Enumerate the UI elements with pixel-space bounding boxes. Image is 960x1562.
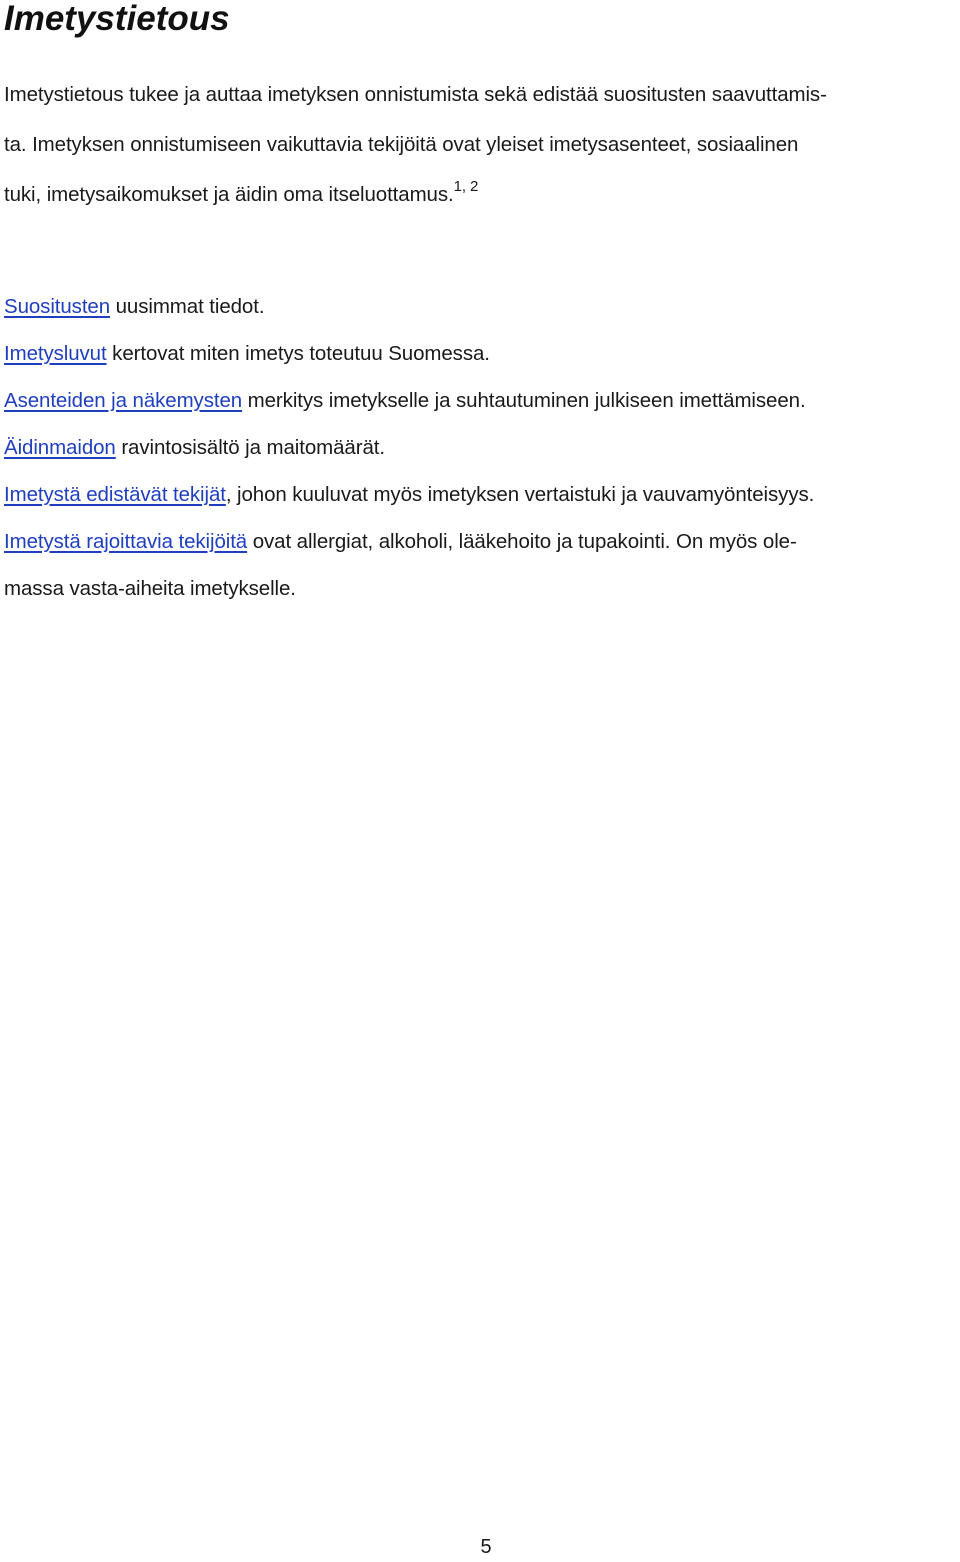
list-item-aidinmaito — [4, 424, 954, 471]
list-item-text: merkitys imetykselle ja suhtautuminen julkiseen imettämiseen. — [242, 389, 806, 412]
intro-line-2: ta. Imetyksen onnistumiseen vaikuttavia tekijöitä ovat yleiset imetysasenteet, sosiaalinen — [4, 133, 799, 156]
list-item-text: ovat allergiat, alkoholi, lääkehoito ja tupakointi. On myös ole- — [247, 530, 797, 553]
list-item-edistavat-tekijat — [4, 471, 954, 518]
page-title: Imetystietous — [4, 0, 230, 38]
topic-link-list — [4, 283, 954, 612]
link-aidinmaidon[interactable]: Äidinmaidon — [4, 436, 116, 459]
intro-line-3 — [4, 170, 944, 220]
list-item-continuation: massa vasta-aiheita imetykselle. — [4, 577, 296, 600]
intro-paragraph — [4, 70, 944, 220]
list-item-text: uusimmat tiedot. — [110, 295, 265, 318]
link-suositusten[interactable]: Suositusten — [4, 295, 111, 318]
list-item-suositukset — [4, 283, 954, 330]
list-item-asenteet — [4, 377, 954, 424]
intro-line-1: Imetystietous tukee ja auttaa imetyksen onnistumista sekä edistää suositusten saavuttamis- — [4, 83, 827, 106]
list-item-rajoittavat-tekijat — [4, 518, 954, 612]
footnote-refs: 1, 2 — [453, 178, 479, 196]
intro-line-3-text: tuki, imetysaikomukset ja äidin oma itseluottamus. — [4, 183, 454, 206]
list-item-text: ravintosisältö ja maitomäärät. — [115, 436, 385, 459]
link-imetysta-edistavat-tekijat[interactable]: Imetystä edistävät tekijät — [4, 483, 226, 506]
link-imetysta-rajoittavia-tekijoita[interactable]: Imetystä rajoittavia tekijöitä — [4, 530, 248, 553]
link-imetysluvut[interactable]: Imetysluvut — [4, 342, 107, 365]
list-item-text: kertovat miten imetys toteutuu Suomessa. — [106, 342, 490, 365]
list-item-text: , johon kuuluvat myös imetyksen vertaistuki ja vauvamyönteisyys. — [225, 483, 815, 506]
list-item-imetysluvut — [4, 330, 954, 377]
link-asenteiden-ja-nakemysten[interactable]: Asenteiden ja näkemysten — [4, 389, 243, 412]
page-number: 5 — [480, 1536, 492, 1558]
